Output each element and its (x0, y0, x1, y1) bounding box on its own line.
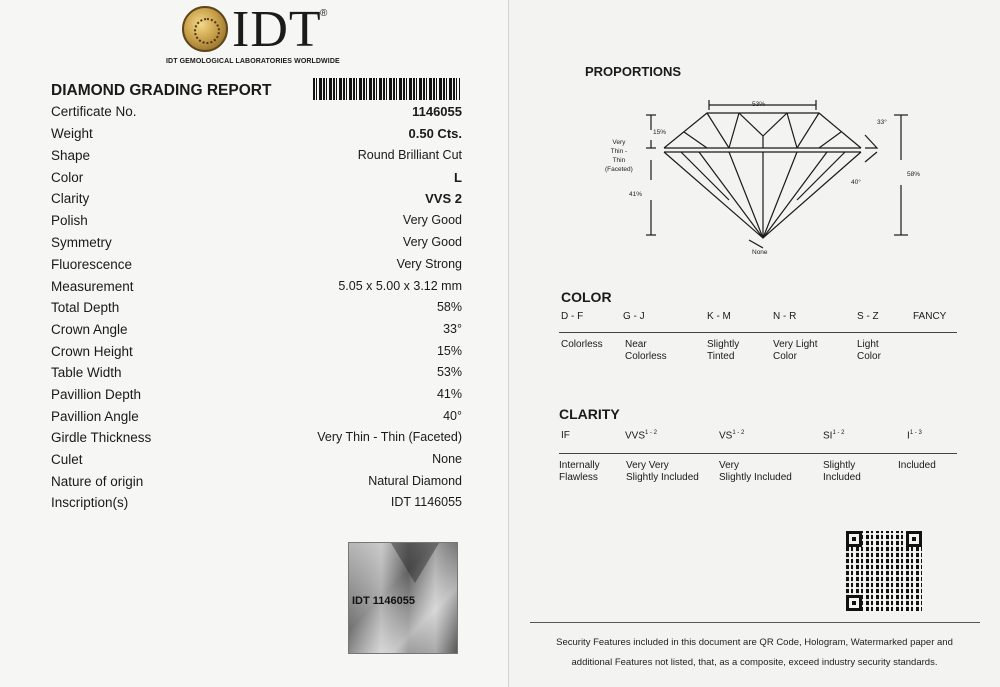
clarity-desc: Very Very Slightly Included (626, 460, 699, 483)
idt-logo (182, 2, 342, 62)
spec-value: 40° (443, 409, 462, 423)
spec-row-table-width (51, 365, 462, 385)
security-line-1: Security Features included in this document are QR Code, Hologram, Watermarked paper and (556, 637, 953, 648)
color-desc: Colorless (561, 339, 603, 350)
color-desc: Slightly Tinted (707, 339, 740, 362)
color-grade: S - Z (857, 311, 879, 322)
spec-value: None (432, 452, 462, 466)
spec-label: Nature of origin (51, 474, 144, 489)
inscription-photo (348, 542, 458, 654)
diamond-profile-icon (589, 90, 949, 265)
registered-mark: ® (320, 8, 328, 19)
clarity-grade: SI (823, 430, 833, 442)
clarity-divider (559, 453, 957, 454)
pavilion-depth-pct: 41% (629, 191, 643, 198)
spec-value: 0.50 Cts. (408, 126, 462, 141)
clarity-grade-vvs (625, 430, 657, 441)
spec-label: Fluorescence (51, 257, 133, 272)
spec-label: Total Depth (51, 300, 120, 315)
spec-label: Weight (51, 126, 93, 141)
clarity-desc: Slightly Included (823, 460, 861, 483)
color-descriptions (561, 339, 981, 367)
spec-row-crown-height (51, 344, 462, 364)
spec-value: 58% (436, 300, 462, 314)
spec-value: 5.05 x 5.00 x 3.12 mm (338, 279, 462, 293)
table-pct: 53% (752, 101, 766, 108)
spec-label: Table Width (51, 365, 122, 380)
clarity-sup: 1 - 3 (909, 430, 922, 436)
spec-row-clarity (51, 191, 462, 211)
spec-label: Symmetry (51, 235, 112, 250)
report-right-page (509, 0, 1000, 687)
total-depth-pct: 58% (907, 171, 921, 178)
spec-value: 33° (443, 322, 462, 336)
spec-value: Very Good (402, 235, 462, 249)
spec-value: Very Good (402, 213, 462, 227)
color-divider (559, 332, 957, 333)
lab-name: IDT GEMOLOGICAL LABORATORIES WORLDWIDE (166, 58, 340, 65)
culet-label: None (752, 249, 768, 256)
spec-row-inscription (51, 495, 462, 515)
color-grade: D - F (561, 311, 584, 322)
pavilion-angle: 40° (851, 179, 861, 186)
brand-wordmark: IDT (232, 1, 322, 58)
spec-label: Shape (51, 148, 91, 163)
spec-label: Color (51, 170, 84, 185)
spec-row-culet (51, 452, 462, 472)
spec-label: Pavillion Depth (51, 387, 142, 402)
clarity-grade: I (907, 430, 910, 442)
report-title: DIAMOND GRADING REPORT (51, 82, 272, 99)
spec-row-certificate (51, 104, 462, 124)
spec-label: Girdle Thickness (51, 430, 152, 445)
qr-finder (846, 531, 862, 547)
spec-row-crown-angle (51, 322, 462, 342)
spec-row-weight (51, 126, 462, 146)
spec-value: 53% (436, 365, 462, 379)
spec-row-measurement (51, 279, 462, 299)
spec-label: Crown Height (51, 344, 133, 359)
clarity-grade-i (907, 430, 922, 441)
clarity-grade-vs (719, 430, 744, 441)
spec-value: Natural Diamond (368, 474, 462, 488)
crown-angle: 33° (877, 119, 887, 126)
barcode (313, 78, 460, 100)
spec-value: 15% (436, 344, 462, 358)
spec-row-fluorescence (51, 257, 462, 277)
proportions-diagram (589, 90, 949, 265)
spec-label: Culet (51, 452, 83, 467)
color-grade: G - J (623, 311, 645, 322)
spec-value: Very Thin - Thin (Faceted) (317, 430, 462, 444)
qr-code[interactable] (846, 531, 922, 611)
color-grade: K - M (707, 311, 731, 322)
color-title: COLOR (561, 289, 612, 305)
spec-label: Polish (51, 213, 88, 228)
spec-label: Clarity (51, 191, 90, 206)
clarity-grade: VS (719, 430, 733, 442)
spec-label: Pavillion Angle (51, 409, 139, 424)
clarity-desc: Internally Flawless (559, 460, 600, 483)
color-desc: Near Colorless (625, 339, 667, 362)
clarity-desc: Included (898, 460, 936, 471)
spec-row-pavillion-depth (51, 387, 462, 407)
spec-value: 41% (436, 387, 462, 401)
spec-row-polish (51, 213, 462, 233)
spec-value: Very Strong (396, 257, 462, 271)
spec-value: Round Brilliant Cut (357, 148, 462, 162)
clarity-grade: IF (561, 430, 570, 441)
spec-row-pavillion-angle (51, 409, 462, 429)
spec-row-origin (51, 474, 462, 494)
spec-row-girdle (51, 430, 462, 450)
color-desc: Light Color (857, 339, 881, 362)
spec-label: Certificate No. (51, 104, 137, 119)
security-divider (530, 622, 980, 623)
spec-row-shape (51, 148, 462, 168)
clarity-grade-si (823, 430, 844, 441)
facet-shadow (391, 543, 439, 583)
crown-height-pct: 15% (653, 129, 667, 136)
clarity-grades (561, 430, 981, 444)
spec-value: IDT 1146055 (390, 495, 462, 509)
proportions-title: PROPORTIONS (585, 64, 682, 79)
clarity-sup: 1 - 2 (732, 430, 745, 436)
color-grades (561, 311, 981, 325)
spec-value: 1146055 (412, 104, 462, 119)
spec-label: Inscription(s) (51, 495, 129, 510)
clarity-grade: VVS (625, 430, 646, 442)
qr-finder (906, 531, 922, 547)
clarity-descriptions (559, 460, 979, 488)
spec-label: Measurement (51, 279, 134, 294)
clarity-sup: 1 - 2 (832, 430, 845, 436)
hologram-inscription: IDT 1146055 (352, 595, 415, 607)
spec-value: L (454, 170, 462, 185)
spec-row-symmetry (51, 235, 462, 255)
security-line-2: additional Features not listed, that, as a composite, exceed industry security standards. (571, 657, 938, 668)
color-grade: N - R (773, 311, 797, 322)
medal-emblem-icon (182, 6, 228, 52)
clarity-title: CLARITY (559, 406, 620, 422)
spec-value: VVS 2 (425, 191, 462, 206)
girdle-label: Very Thin - Thin (Faceted) (605, 139, 633, 173)
spec-row-color (51, 170, 462, 190)
clarity-desc: Very Slightly Included (719, 460, 792, 483)
color-desc: Very Light Color (773, 339, 818, 362)
clarity-sup: 1 - 2 (645, 430, 658, 436)
qr-finder (846, 595, 862, 611)
spec-label: Crown Angle (51, 322, 128, 337)
spec-row-total-depth (51, 300, 462, 320)
color-grade: FANCY (913, 311, 947, 322)
